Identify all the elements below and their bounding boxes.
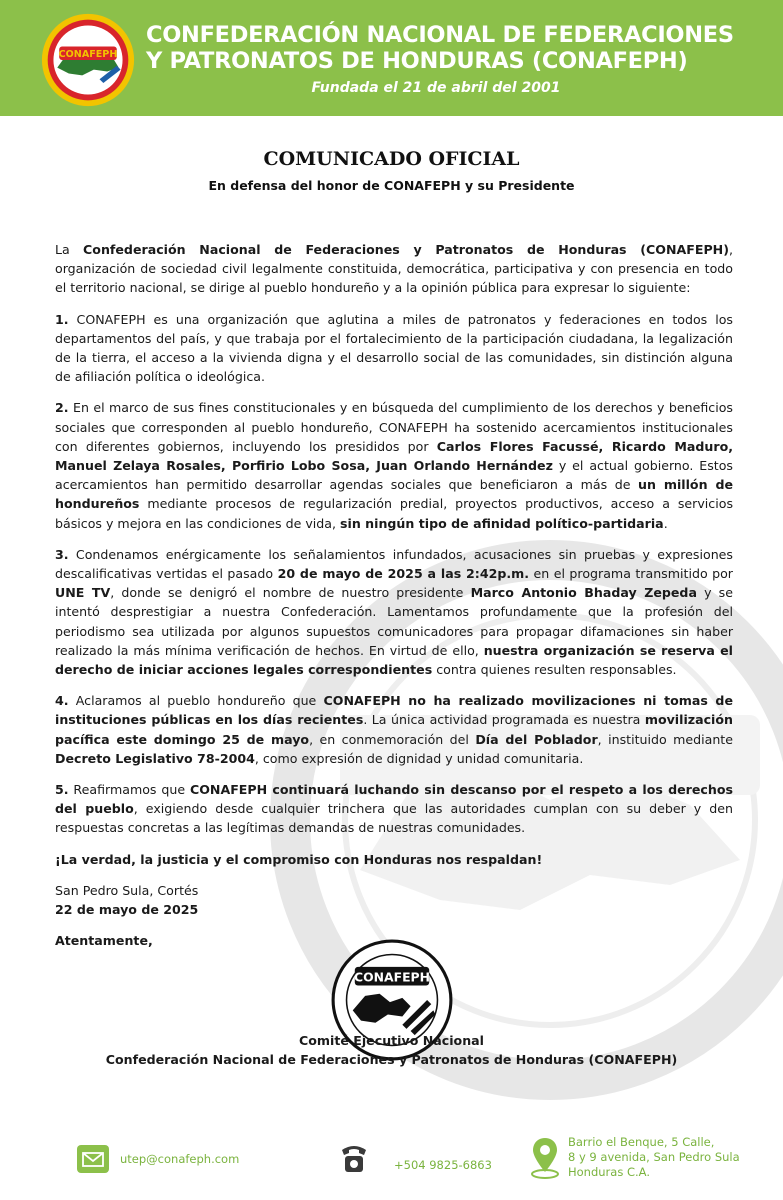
document-body (55, 240, 733, 963)
paragraph-1: 1. CONAFEPH es una organización que aglutina a miles de patronatos y federaciones en todos los departamentos del país, y que trabaja por el fortalecimiento de la participación ciudadana, la legalización de la tierra, el acceso a la vivienda digna y el desarrollo social de las comunidades, sin distinción alguna de afiliación política o ideológica. (55, 311, 733, 385)
place: San Pedro Sula, Cortés (55, 882, 199, 898)
document-title: COMUNICADO OFICIAL (263, 148, 520, 170)
footer-email (76, 1144, 239, 1174)
phone-text[interactable]: +504 9825-6863 (394, 1157, 492, 1172)
address-line-1: Barrio el Benque, 5 Calle, (568, 1134, 715, 1149)
address-line-3: Honduras C.A. (568, 1164, 650, 1179)
title-line-2: Y PATRONATOS DE HONDURAS (CONAFEPH) (146, 48, 688, 74)
signature-committee: Comité Ejecutivo Nacional (298, 1033, 484, 1048)
date: 22 de mayo de 2025 (55, 902, 199, 918)
signature-block (0, 1031, 783, 1069)
email-text[interactable]: utep@conafeph.com (120, 1151, 240, 1166)
location-pin-icon (530, 1134, 560, 1180)
closing-statement: ¡La verdad, la justicia y el compromiso con Honduras nos respaldan! (55, 851, 543, 867)
paragraph-3: 3. Condenamos enérgicamente los señalamientos infundados, acusaciones sin pruebas y expresiones descalificativas vertidas el pasado 20 de mayo de 2025 a las 2:42p.m. en el programa transmitido por UNE TV, donde se denigró el nombre de nuestro presidente Marco Antonio Bhaday Zepeda y se intentó desprestigiar a nuestra Confederación. Lamentamos profundamente que la profesión del periodismo sea utilizada por algunos supuestos comunicadores para propagar difamaciones sin haber realizado la más mínima verificación de hechos. En virtud de ello, nuestra organización se reserva el derecho de iniciar acciones legales correspondientes contra quienes resulten responsables. (55, 546, 734, 678)
conafeph-logo (40, 12, 136, 108)
svg-text:CONAFEPH: CONAFEPH (354, 969, 430, 985)
regards: Atentamente, (55, 933, 153, 949)
document-subtitle: En defensa del honor de CONAFEPH y su Presidente (208, 178, 575, 193)
intro-paragraph: La Confederación Nacional de Federaciones y Patronatos de Honduras (CONAFEPH), organización de sociedad civil legalmente constituida, democrática, participativa y con presencia en todo el territorio nacional, se dirige al pueblo hondureño y a la opinión pública para expresar lo siguiente: (55, 242, 733, 296)
footer-address (530, 1134, 740, 1180)
phone-icon (338, 1140, 370, 1176)
organization-title (146, 22, 766, 74)
svg-text:CONAFEPH: CONAFEPH (58, 49, 118, 61)
paragraph-4: 4. Aclaramos al pueblo hondureño que CONAFEPH no ha realizado movilizaciones ni tomas de instituciones públicas en los días recientes. La única actividad programada es nuestra movilización pacífica este domingo 25 de mayo, en conmemoración del Día del Poblador, instituido mediante Decreto Legislativo 78-2004, como expresión de dignidad y unidad comunitaria. (55, 693, 733, 766)
founded-date: Fundada el 21 de abril del 2001 (311, 80, 561, 96)
signature-organization: Confederación Nacional de Federaciones y Patronatos de Honduras (CONAFEPH) (105, 1052, 678, 1067)
email-icon (76, 1144, 110, 1174)
footer-phone (338, 1140, 492, 1176)
footer-contact (0, 1128, 783, 1200)
address-text (568, 1135, 740, 1180)
paragraph-2: 2. En el marco de sus fines constitucionales y en búsqueda del cumplimiento de los derechos y beneficios sociales que corresponden al pueblo hondureño, CONAFEPH ha sostenido acercamientos institucionales con diferentes gobiernos, incluyendo los presididos por Carlos Flores Facussé, Ricardo Maduro, Manuel Zelaya Rosales, Porfirio Lobo Sosa, Juan Orlando Hernández y el actual gobierno. Estos acercamientos han permitido desarrollar agendas sociales que beneficiaron a más de un millón de hondureños mediante procesos de regularización predial, proyectos productivos, acceso a servicios básicos y mejora en las condiciones de vida, sin ningún tipo de afinidad político-partidaria. (55, 400, 734, 531)
header-banner (0, 0, 783, 116)
title-line-1: CONFEDERACIÓN NACIONAL DE FEDERACIONES (146, 22, 734, 48)
address-line-2: 8 y 9 avenida, San Pedro Sula (568, 1149, 740, 1164)
paragraph-5: 5. Reafirmamos que CONAFEPH continuará luchando sin descanso por el respeto a los derechos del pueblo, exigiendo desde cualquier trinchera que las autoridades cumplan con su deber y den respuestas concretas a las legítimas demandas de nuestras comunidades. (55, 782, 733, 836)
